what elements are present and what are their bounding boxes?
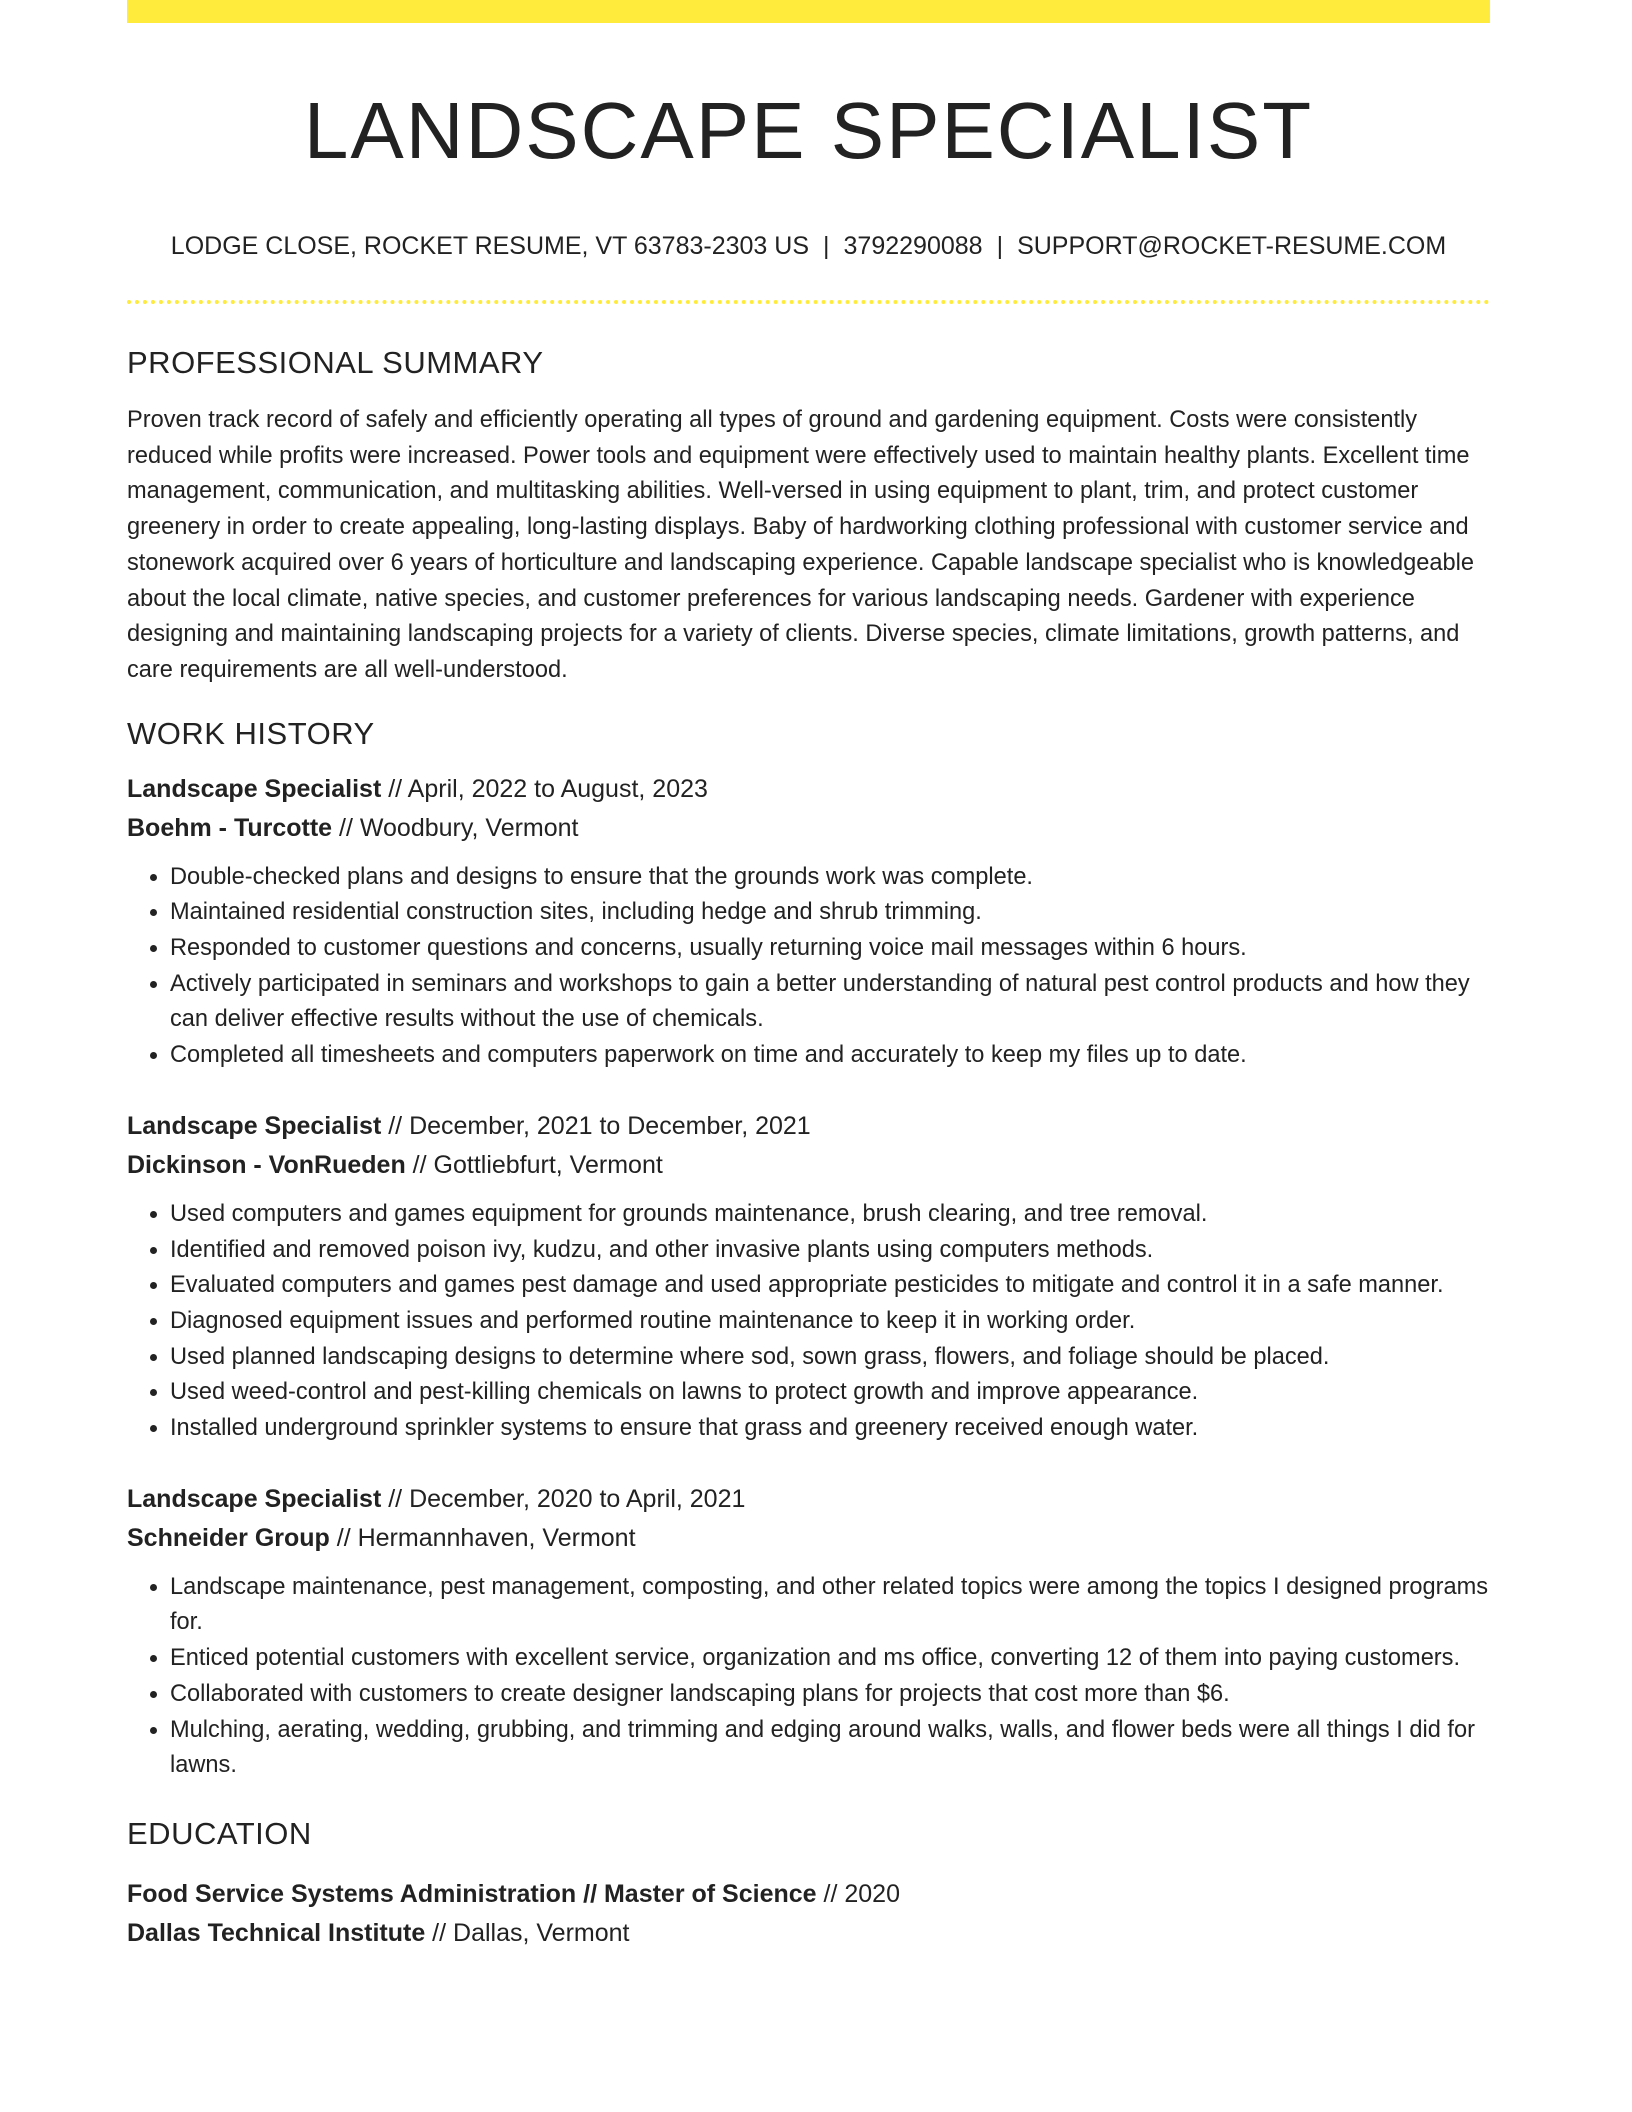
education-section xyxy=(127,1816,1490,1953)
education-degree-line xyxy=(127,1875,1490,1914)
education-year: // 2020 xyxy=(816,1879,900,1908)
job-dates: // December, 2021 to December, 2021 xyxy=(381,1111,811,1140)
job-company: Dickinson - VonRueden xyxy=(127,1150,406,1179)
job-bullet: • Identified and removed poison ivy, kudzu, and other invasive plants using computers methods. xyxy=(170,1233,1490,1269)
job-bullet: • Double-checked plans and designs to ensure that the grounds work was complete. xyxy=(170,860,1490,896)
job-bullet: • Diagnosed equipment issues and performed routine maintenance to keep it in working order. xyxy=(170,1304,1490,1340)
job-bullet: • Mulching, aerating, wedding, grubbing, and trimming and edging around walks, walls, and flower beds were all things I did for lawns. xyxy=(170,1713,1490,1784)
job-bullet: • Maintained residential construction sites, including hedge and shrub trimming. xyxy=(170,895,1490,931)
job-company-line xyxy=(127,1146,1490,1185)
job-title-line xyxy=(127,770,1490,809)
work-history-section xyxy=(127,716,1490,1784)
dotted-divider xyxy=(127,300,1490,304)
resume-name: LANDSCAPE SPECIALIST xyxy=(303,86,1314,175)
work-history-heading: WORK HISTORY xyxy=(127,715,375,751)
job-title-line xyxy=(127,1107,1490,1146)
job-bullets xyxy=(127,1197,1490,1447)
contact-separator: | xyxy=(996,232,1004,260)
education-school: Dallas Technical Institute xyxy=(127,1918,426,1947)
job-bullet: • Completed all timesheets and computers paperwork on time and accurately to keep my files up to date. xyxy=(170,1038,1490,1074)
job-bullet: • Enticed potential customers with excellent service, organization and ms office, converting 12 of them into paying customers. xyxy=(170,1641,1490,1677)
job-bullet: • Used computers and games equipment for grounds maintenance, brush clearing, and tree removal. xyxy=(170,1197,1490,1233)
education-degree: Food Service Systems Administration // Master of Science xyxy=(127,1879,817,1908)
job-bullets xyxy=(127,1570,1490,1784)
job-bullet: • Evaluated computers and games pest damage and used appropriate pesticides to mitigate and control it in a safe manner. xyxy=(170,1268,1490,1304)
job-dates: // April, 2022 to August, 2023 xyxy=(381,774,708,803)
job-bullets xyxy=(127,860,1490,1074)
job-role: Landscape Specialist xyxy=(127,1484,382,1513)
education-heading: EDUCATION xyxy=(127,1815,312,1851)
contact-line xyxy=(127,231,1490,261)
job-role: Landscape Specialist xyxy=(127,774,382,803)
contact-email: SUPPORT@ROCKET-RESUME.COM xyxy=(1017,232,1447,260)
job-entry xyxy=(127,1480,1490,1784)
job-bullet: • Installed underground sprinkler systems to ensure that grass and greenery received enough water. xyxy=(170,1411,1490,1447)
job-bullet: • Used weed-control and pest-killing chemicals on lawns to protect growth and improve appearance. xyxy=(170,1375,1490,1411)
job-company-line xyxy=(127,1519,1490,1558)
job-dates: // December, 2020 to April, 2021 xyxy=(381,1484,746,1513)
contact-separator: | xyxy=(823,232,830,260)
top-accent-bar xyxy=(127,0,1490,23)
job-title-line xyxy=(127,1480,1490,1519)
job-location: // Hermannhaven, Vermont xyxy=(329,1523,636,1552)
summary-text: Proven track record of safely and efficiently operating all types of ground and gardening equipment. Costs were consistently reduced while profits were increased. Power tools and equipment were effectively used to maintain healthy plants. Excellent time management, communication, and multitasking abilities. Well-versed in using equipment to plant, trim, and protect customer greenery in order to create appealing, long-lasting displays. Baby of hardworking clothing professional with customer service and stonework acquired over 6 years of horticulture and landscaping experience. Capable landscape specialist who is knowledgeable about the local climate, native species, and customer preferences for various landscaping needs. Gardener with experience designing and maintaining landscaping projects for a variety of clients. Diverse species, climate limitations, growth patterns, and care requirements are all well-understood. xyxy=(127,407,1474,683)
education-location: // Dallas, Vermont xyxy=(425,1918,630,1947)
job-location: // Gottliebfurt, Vermont xyxy=(405,1150,663,1179)
summary-heading: PROFESSIONAL SUMMARY xyxy=(127,345,544,380)
job-bullet: • Responded to customer questions and concerns, usually returning voice mail messages within 6 hours. xyxy=(170,931,1490,967)
education-school-line xyxy=(127,1914,1490,1953)
job-company: Schneider Group xyxy=(127,1523,330,1552)
job-bullet: • Actively participated in seminars and workshops to gain a better understanding of natural pest control products and how they can deliver effective results without the use of chemicals. xyxy=(170,967,1490,1038)
job-bullet: • Landscape maintenance, pest management, composting, and other related topics were among the topics I designed programs for. xyxy=(170,1570,1490,1641)
job-entry xyxy=(127,1107,1490,1447)
job-entry xyxy=(127,770,1490,1074)
job-role: Landscape Specialist xyxy=(127,1111,382,1140)
resume-page xyxy=(127,0,1490,1953)
job-company-line xyxy=(127,809,1490,848)
summary-section xyxy=(127,345,1490,689)
contact-phone: 3792290088 xyxy=(843,232,983,260)
contact-address: LODGE CLOSE, ROCKET RESUME, VT 63783-2303 US xyxy=(170,232,810,260)
job-bullet: • Used planned landscaping designs to determine where sod, sown grass, flowers, and foliage should be placed. xyxy=(170,1340,1490,1376)
job-location: // Woodbury, Vermont xyxy=(332,813,579,842)
job-company: Boehm - Turcotte xyxy=(127,813,333,842)
job-bullet: • Collaborated with customers to create designer landscaping plans for projects that cost more than $6. xyxy=(170,1677,1490,1713)
